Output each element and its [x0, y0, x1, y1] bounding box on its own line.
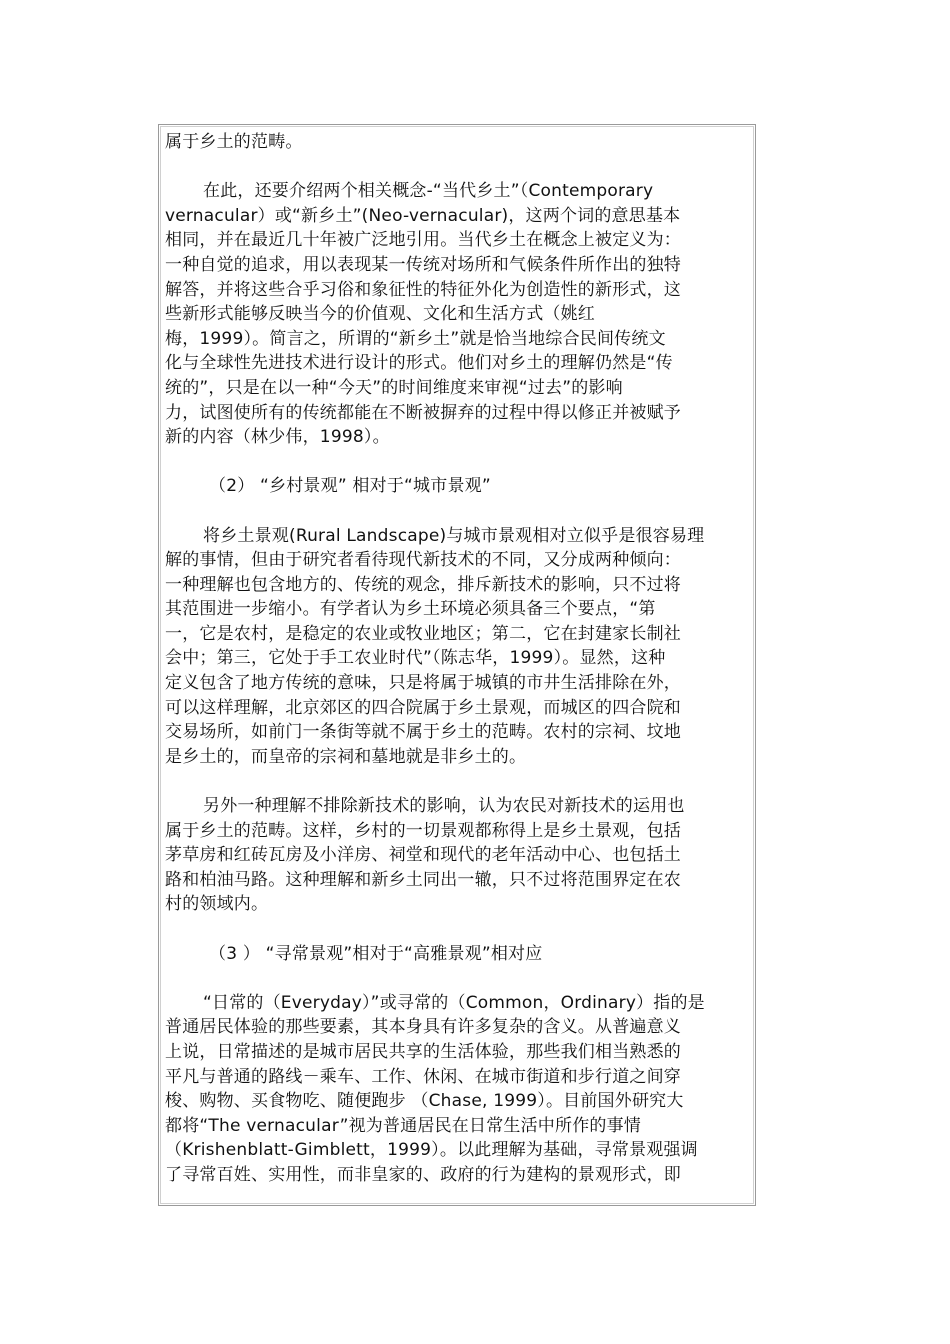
page-frame — [158, 124, 756, 1206]
text-line: 一种自觉的追求，用以表现某一传统对场所和气候条件所作出的独特 — [165, 254, 681, 275]
text-line: 了寻常百姓、实用性，而非皇家的、政府的行为建构的景观形式，即 — [165, 1164, 681, 1185]
text-line: 新的内容（林少伟，1998）。 — [165, 427, 390, 448]
text-line: 些新形式能够反映当今的价值观、文化和生活方式（姚红 — [165, 304, 595, 325]
text-line: 村的领域内。 — [165, 894, 269, 915]
paragraph-everyday-landscape — [165, 991, 749, 1188]
text-line: （Krishenblatt-Gimblett，1999）。以此理解为基础，寻常景观强调 — [165, 1140, 698, 1161]
text-line: “日常的（Everyday）”或寻常的（Common，Ordinary）指的是 — [203, 992, 705, 1013]
text-line: 定义包含了地方传统的意味，只是将属于城镇的市井生活排除在外， — [165, 673, 681, 694]
text-line: 交易场所，如前门一条街等就不属于乡土的范畴。农村的宗祠、坟地 — [165, 722, 681, 743]
text-line: 属于乡土的范畴。这样，乡村的一切景观都称得上是乡土景观，包括 — [165, 820, 681, 841]
paragraph-continuation — [165, 130, 749, 155]
text-line: 茅草房和红砖瓦房及小洋房、祠堂和现代的老年活动中心、也包括土 — [165, 845, 681, 866]
paragraph-spacer — [165, 450, 749, 475]
text-line: 其范围进一步缩小。有学者认为乡土环境必须具备三个要点，“第 — [165, 599, 656, 620]
text-line: 将乡土景观(Rural Landscape)与城市景观相对立似乎是很容易理 — [203, 525, 705, 546]
heading-rural-vs-urban — [165, 474, 749, 499]
paragraph-spacer — [165, 769, 749, 794]
section-heading: （2） “乡村景观” 相对于“城市景观” — [209, 476, 491, 497]
text-line: 化与全球性先进技术进行设计的形式。他们对乡土的理解仍然是“传 — [165, 353, 673, 374]
text-line: 属于乡土的范畴。 — [165, 132, 303, 152]
paragraph-spacer — [165, 966, 749, 991]
paragraph-new-technology — [165, 794, 749, 917]
paragraph-spacer — [165, 499, 749, 524]
paragraph-spacer — [165, 917, 749, 942]
text-line: 梅，1999）。简言之，所谓的“新乡土”就是恰当地综合民间传统文 — [165, 328, 666, 349]
text-line: 解答，并将这些合乎习俗和象征性的特征外化为创造性的新形式，这 — [165, 279, 681, 300]
text-line: 普通居民体验的那些要素，其本身具有许多复杂的含义。从普遍意义 — [165, 1017, 681, 1038]
text-line: 一，它是农村，是稳定的农业或牧业地区；第二，它在封建家长制社 — [165, 623, 681, 644]
text-line: 路和柏油马路。这种理解和新乡土同出一辙，只不过将范围界定在农 — [165, 869, 681, 890]
text-line: vernacular）或“新乡土”(Neo-vernacular)，这两个词的意思基本 — [165, 205, 681, 226]
text-line: 力，试图使所有的传统都能在不断被摒弃的过程中得以修正并被赋予 — [165, 402, 681, 423]
text-line: 梭、购物、买食物吃、随便跑步 （Chase, 1999）。目前国外研究大 — [165, 1091, 684, 1112]
heading-ordinary-vs-elegant — [165, 942, 749, 967]
text-line: 在此，还要介绍两个相关概念-“当代乡土”（Contemporary — [203, 181, 654, 202]
paragraph-contemporary-vernacular — [165, 179, 749, 450]
text-line: 是乡土的，而皇帝的宗祠和墓地就是非乡土的。 — [165, 746, 527, 767]
text-line: 会中；第三，它处于手工农业时代”（陈志华，1999）。显然，这种 — [165, 648, 666, 669]
paragraph-rural-landscape — [165, 524, 749, 770]
text-line: 上说，日常描述的是城市居民共享的生活体验，那些我们相当熟悉的 — [165, 1041, 681, 1062]
text-line: 一种理解也包含地方的、传统的观念，排斥新技术的影响，只不过将 — [165, 574, 681, 595]
text-line: 解的事情，但由于研究者看待现代新技术的不同，又分成两种倾向： — [165, 550, 681, 571]
paragraph-spacer — [165, 155, 749, 180]
document-body — [165, 130, 749, 1188]
text-line: 都将“The vernacular”视为普通居民在日常生活中所作的事情 — [165, 1115, 642, 1136]
section-heading: （3 ） “寻常景观”相对于“高雅景观”相对应 — [209, 943, 543, 964]
text-line: 另外一种理解不排除新技术的影响，认为农民对新技术的运用也 — [203, 796, 685, 817]
text-line: 平凡与普通的路线－乘车、工作、休闲、在城市街道和步行道之间穿 — [165, 1066, 681, 1087]
text-line: 可以这样理解，北京郊区的四合院属于乡土景观，而城区的四合院和 — [165, 697, 681, 718]
text-line: 相同，并在最近几十年被广泛地引用。当代乡土在概念上被定义为： — [165, 230, 681, 251]
text-line: 统的”，只是在以一种“今天”的时间维度来审视“过去”的影响 — [165, 377, 623, 398]
